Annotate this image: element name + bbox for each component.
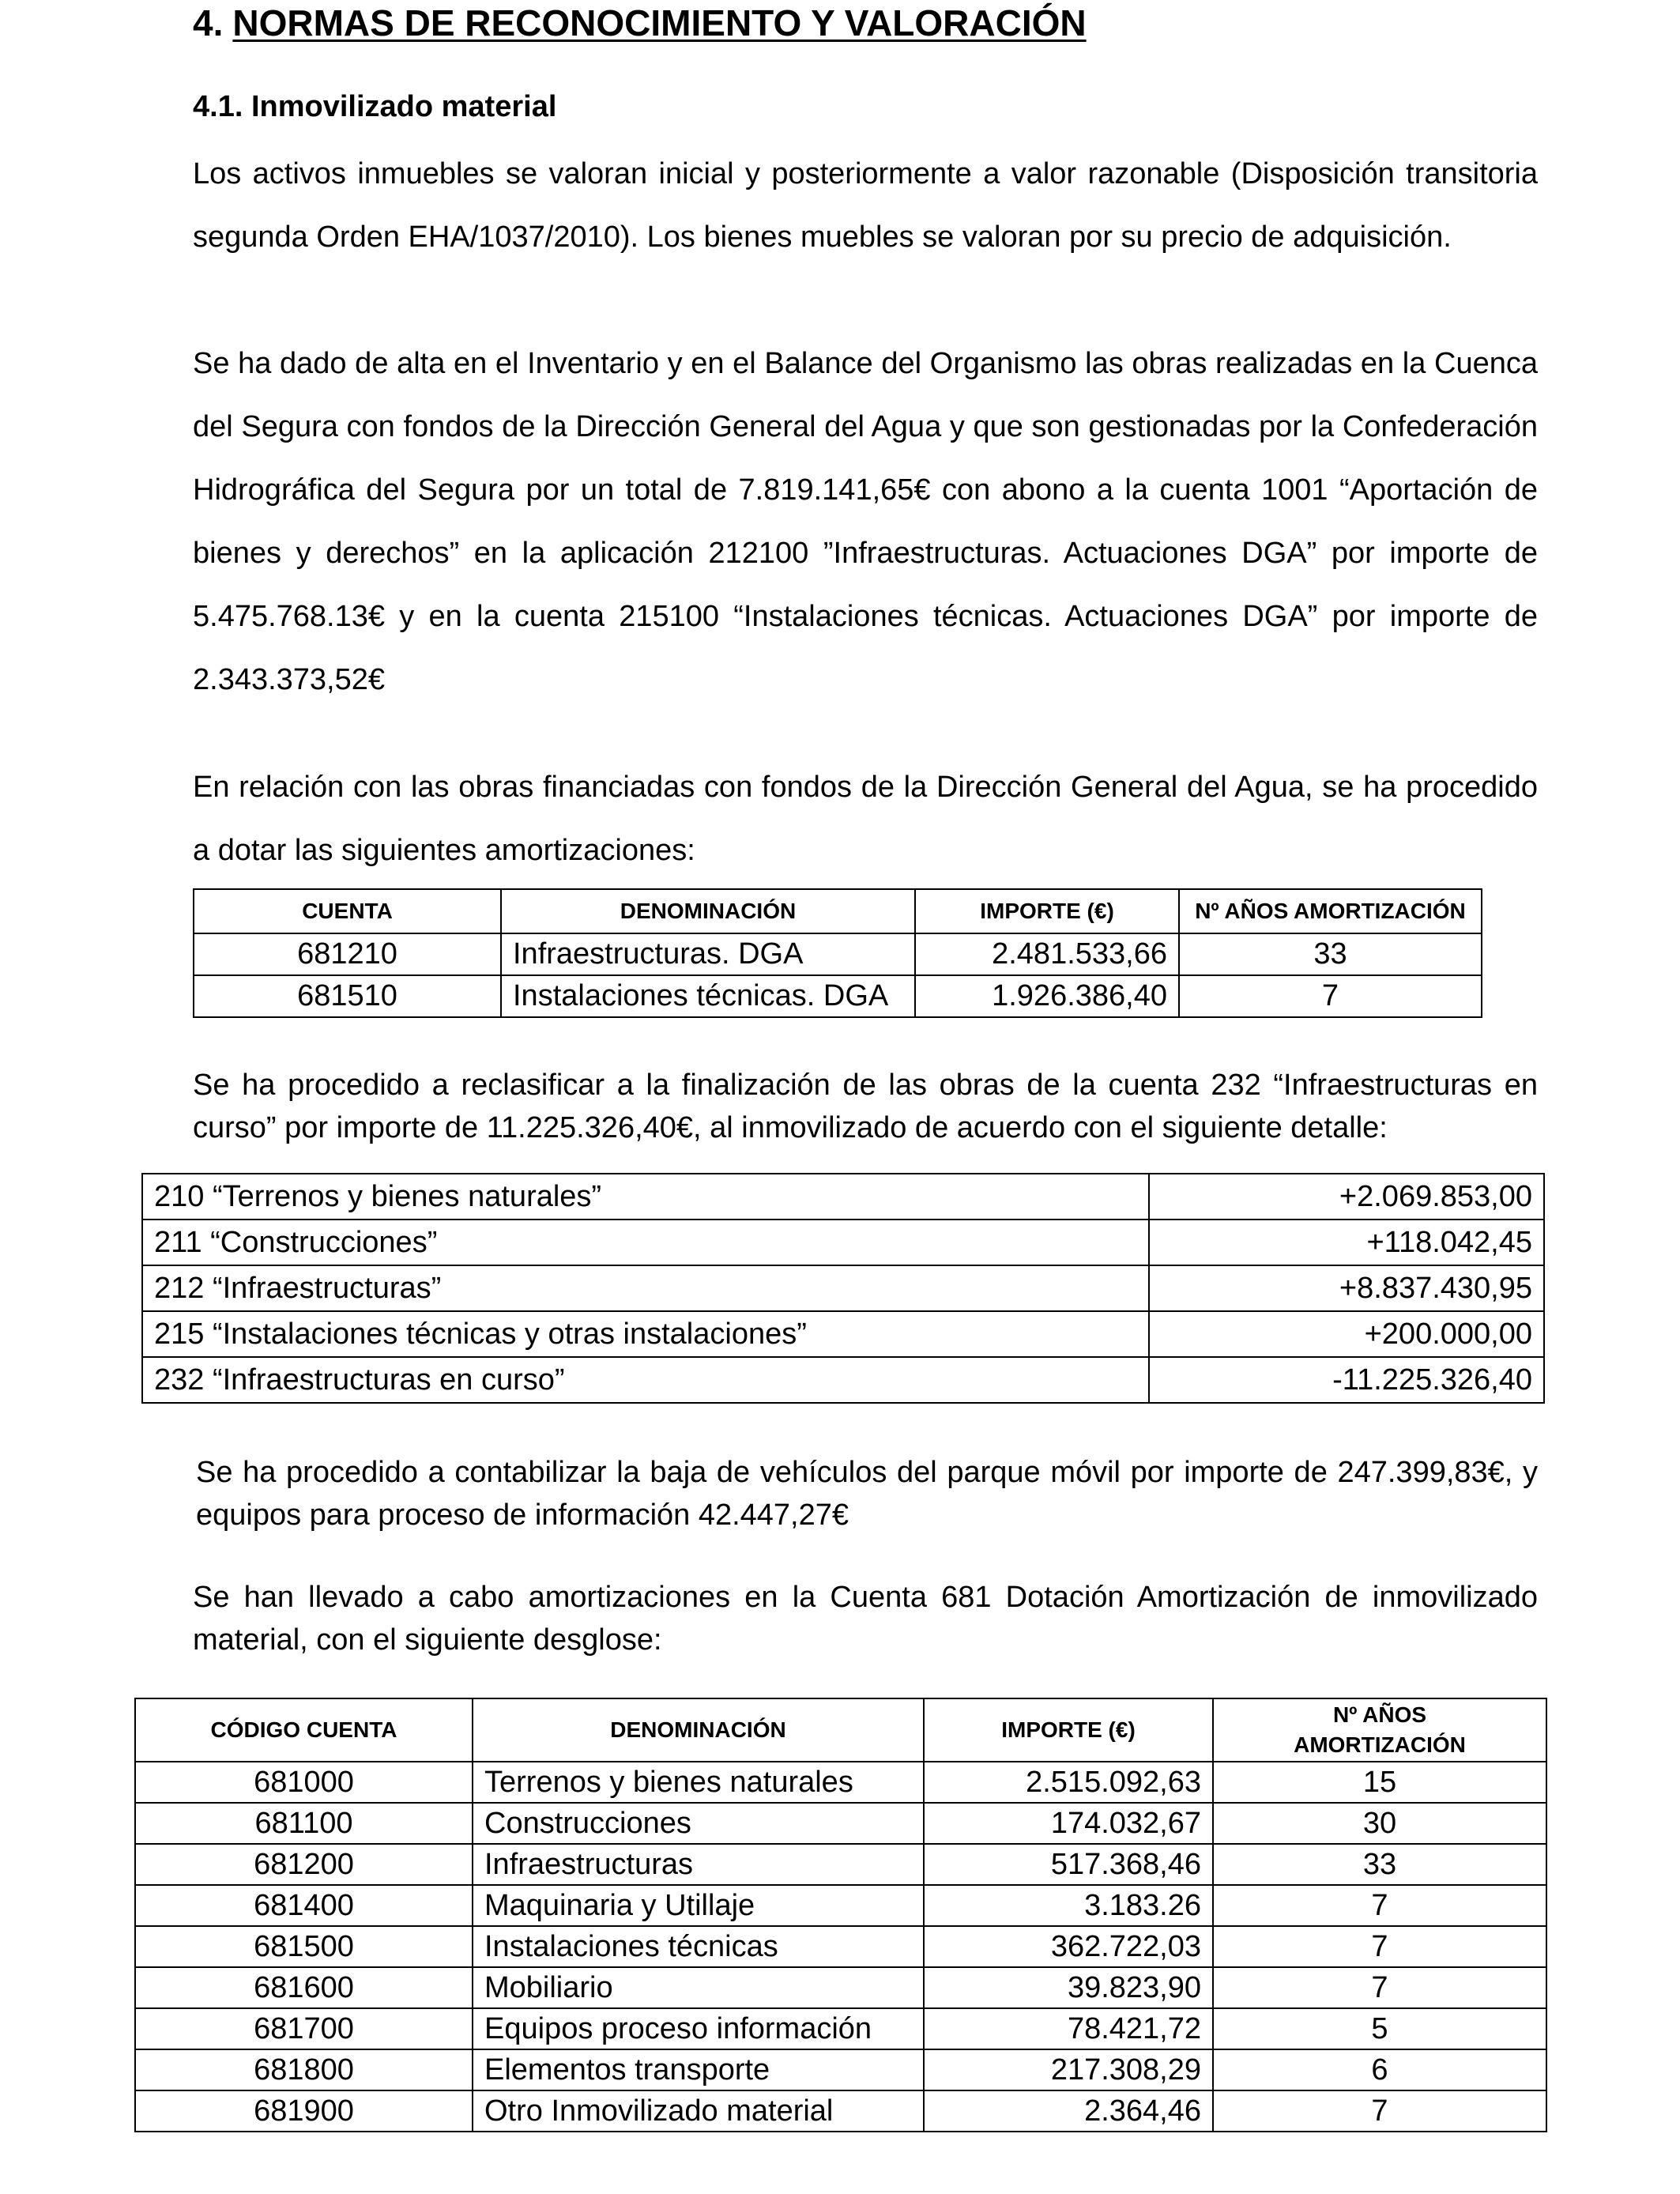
- cell-anos: 33: [1179, 933, 1482, 975]
- cell-denominacion: Maquinaria y Utillaje: [473, 1885, 924, 1926]
- table-amortizaciones-dga: [193, 888, 1482, 1018]
- cell-codigo: 681500: [135, 1926, 473, 1967]
- paragraph-alta-inventario: Se ha dado de alta en el Inventario y en el Balance del Organismo las obras realizadas en la Cuenca del Segura con fondos de la Dirección General del Agua y que son gestionadas por la Confederación Hidrográfica del Segura por un total de 7.819.141,65€ con abono a la cuenta 1001 “Aportación de bienes y derechos” en la aplicación 212100 ”Infraestructuras. Actuaciones DGA” por importe de 5.475.768.13€ y en la cuenta 215100 “Instalaciones técnicas. Actuaciones DGA” por importe de 2.343.373,52€: [193, 347, 1538, 696]
- table-row: [135, 2090, 1546, 2132]
- table-row: [135, 1762, 1546, 1803]
- section-title: NORMAS DE RECONOCIMIENTO Y VALORACIÓN: [232, 2, 1087, 43]
- cell-cuenta: 681210: [194, 933, 501, 975]
- cell-importe: 2.515.092,63: [924, 1762, 1213, 1803]
- cell-denominacion: Equipos proceso información: [473, 2008, 924, 2049]
- cell-denominacion: Construcciones: [473, 1803, 924, 1844]
- paragraph-reclasificacion: Se ha procedido a reclasificar a la finalización de las obras de la cuenta 232 “Infraestructuras en curso” por importe de 11.225.326,40€, al inmovilizado de acuerdo con el siguiente detalle:: [193, 1069, 1538, 1144]
- cell-codigo: 681600: [135, 1967, 473, 2008]
- header-codigo-cuenta: CÓDIGO CUENTA: [135, 1698, 473, 1762]
- cell-importe: +2.069.853,00: [1149, 1174, 1544, 1220]
- table-row: [135, 2049, 1546, 2090]
- cell-cuenta-descripcion: 211 “Construcciones”: [142, 1220, 1149, 1265]
- cell-importe: 1.926.386,40: [915, 975, 1179, 1017]
- table-row: [135, 1803, 1546, 1844]
- cell-anos: 6: [1213, 2049, 1546, 2090]
- cell-codigo: 681800: [135, 2049, 473, 2090]
- cell-denominacion: Otro Inmovilizado material: [473, 2090, 924, 2132]
- subsection-heading: 4.1. Inmovilizado material: [193, 90, 557, 123]
- table-row: [135, 1967, 1546, 2008]
- section-heading: [193, 2, 1087, 44]
- cell-cuenta: 681510: [194, 975, 501, 1017]
- cell-cuenta-descripcion: 212 “Infraestructuras”: [142, 1265, 1149, 1311]
- header-denominacion: DENOMINACIÓN: [501, 889, 915, 933]
- table-amortizaciones-681: [134, 1698, 1547, 2132]
- cell-denominacion: Instalaciones técnicas: [473, 1926, 924, 1967]
- cell-anos: 15: [1213, 1762, 1546, 1803]
- table-row: [135, 1926, 1546, 1967]
- cell-importe: 362.722,03: [924, 1926, 1213, 1967]
- cell-denominacion: Infraestructuras. DGA: [501, 933, 915, 975]
- cell-anos: 7: [1213, 1926, 1546, 1967]
- cell-anos: 30: [1213, 1803, 1546, 1844]
- cell-importe: +8.837.430,95: [1149, 1265, 1544, 1311]
- cell-anos: 7: [1213, 2090, 1546, 2132]
- cell-denominacion: Instalaciones técnicas. DGA: [501, 975, 915, 1017]
- table-row: [142, 1357, 1544, 1403]
- header-anos-amortizacion: Nº AÑOS AMORTIZACIÓN: [1179, 889, 1482, 933]
- cell-denominacion: Elementos transporte: [473, 2049, 924, 2090]
- cell-cuenta-descripcion: 232 “Infraestructuras en curso”: [142, 1357, 1149, 1403]
- table-row: [142, 1174, 1544, 1220]
- header-denominacion: DENOMINACIÓN: [473, 1698, 924, 1762]
- cell-importe: 3.183.26: [924, 1885, 1213, 1926]
- cell-denominacion: Terrenos y bienes naturales: [473, 1762, 924, 1803]
- paragraph-amortizaciones-dga: En relación con las obras financiadas con fondos de la Dirección General del Agua, se ha procedido a dotar las siguientes amortizaciones:: [193, 771, 1538, 867]
- cell-importe: +200.000,00: [1149, 1311, 1544, 1357]
- table-row: [194, 933, 1482, 975]
- cell-importe: 174.032,67: [924, 1803, 1213, 1844]
- paragraph-baja-vehiculos: Se ha procedido a contabilizar la baja de vehículos del parque móvil por importe de 247.399,83€, y equipos para proceso de información 42.447,27€: [196, 1456, 1538, 1532]
- cell-anos: 5: [1213, 2008, 1546, 2049]
- table-row: [135, 1844, 1546, 1885]
- cell-importe: 517.368,46: [924, 1844, 1213, 1885]
- cell-importe: +118.042,45: [1149, 1220, 1544, 1265]
- cell-codigo: 681700: [135, 2008, 473, 2049]
- table-row: [194, 975, 1482, 1017]
- cell-importe: 2.481.533,66: [915, 933, 1179, 975]
- section-number: 4.: [193, 2, 224, 43]
- cell-anos: 7: [1213, 1967, 1546, 2008]
- cell-importe: 78.421,72: [924, 2008, 1213, 2049]
- cell-cuenta-descripcion: 210 “Terrenos y bienes naturales”: [142, 1174, 1149, 1220]
- table-row: [142, 1311, 1544, 1357]
- paragraph-cuenta-681: Se han llevado a cabo amortizaciones en la Cuenta 681 Dotación Amortización de inmovilizado material, con el siguiente desglose:: [193, 1581, 1538, 1657]
- cell-cuenta-descripcion: 215 “Instalaciones técnicas y otras instalaciones”: [142, 1311, 1149, 1357]
- table-header-row: [135, 1698, 1546, 1762]
- cell-importe: 2.364,46: [924, 2090, 1213, 2132]
- cell-anos: 33: [1213, 1844, 1546, 1885]
- cell-denominacion: Mobiliario: [473, 1967, 924, 2008]
- cell-importe: 39.823,90: [924, 1967, 1213, 2008]
- table-row: [135, 2008, 1546, 2049]
- cell-importe: 217.308,29: [924, 2049, 1213, 2090]
- cell-importe: -11.225.326,40: [1149, 1357, 1544, 1403]
- cell-codigo: 681200: [135, 1844, 473, 1885]
- header-anos-amortizacion: Nº AÑOS AMORTIZACIÓN: [1213, 1698, 1546, 1762]
- header-importe: IMPORTE (€): [924, 1698, 1213, 1762]
- table-row: [142, 1265, 1544, 1311]
- cell-codigo: 681400: [135, 1885, 473, 1926]
- table-row: [142, 1220, 1544, 1265]
- cell-codigo: 681000: [135, 1762, 473, 1803]
- table-reclasificacion: [141, 1173, 1545, 1404]
- table-row: [135, 1885, 1546, 1926]
- table-header-row: [194, 889, 1482, 933]
- header-importe: IMPORTE (€): [915, 889, 1179, 933]
- cell-anos: 7: [1213, 1885, 1546, 1926]
- cell-codigo: 681900: [135, 2090, 473, 2132]
- cell-codigo: 681100: [135, 1803, 473, 1844]
- cell-denominacion: Infraestructuras: [473, 1844, 924, 1885]
- header-cuenta: CUENTA: [194, 889, 501, 933]
- paragraph-valoracion: Los activos inmuebles se valoran inicial y posteriormente a valor razonable (Disposición transitoria segunda Orden EHA/1037/2010). Los bienes muebles se valoran por su precio de adquisición.: [193, 157, 1538, 254]
- cell-anos: 7: [1179, 975, 1482, 1017]
